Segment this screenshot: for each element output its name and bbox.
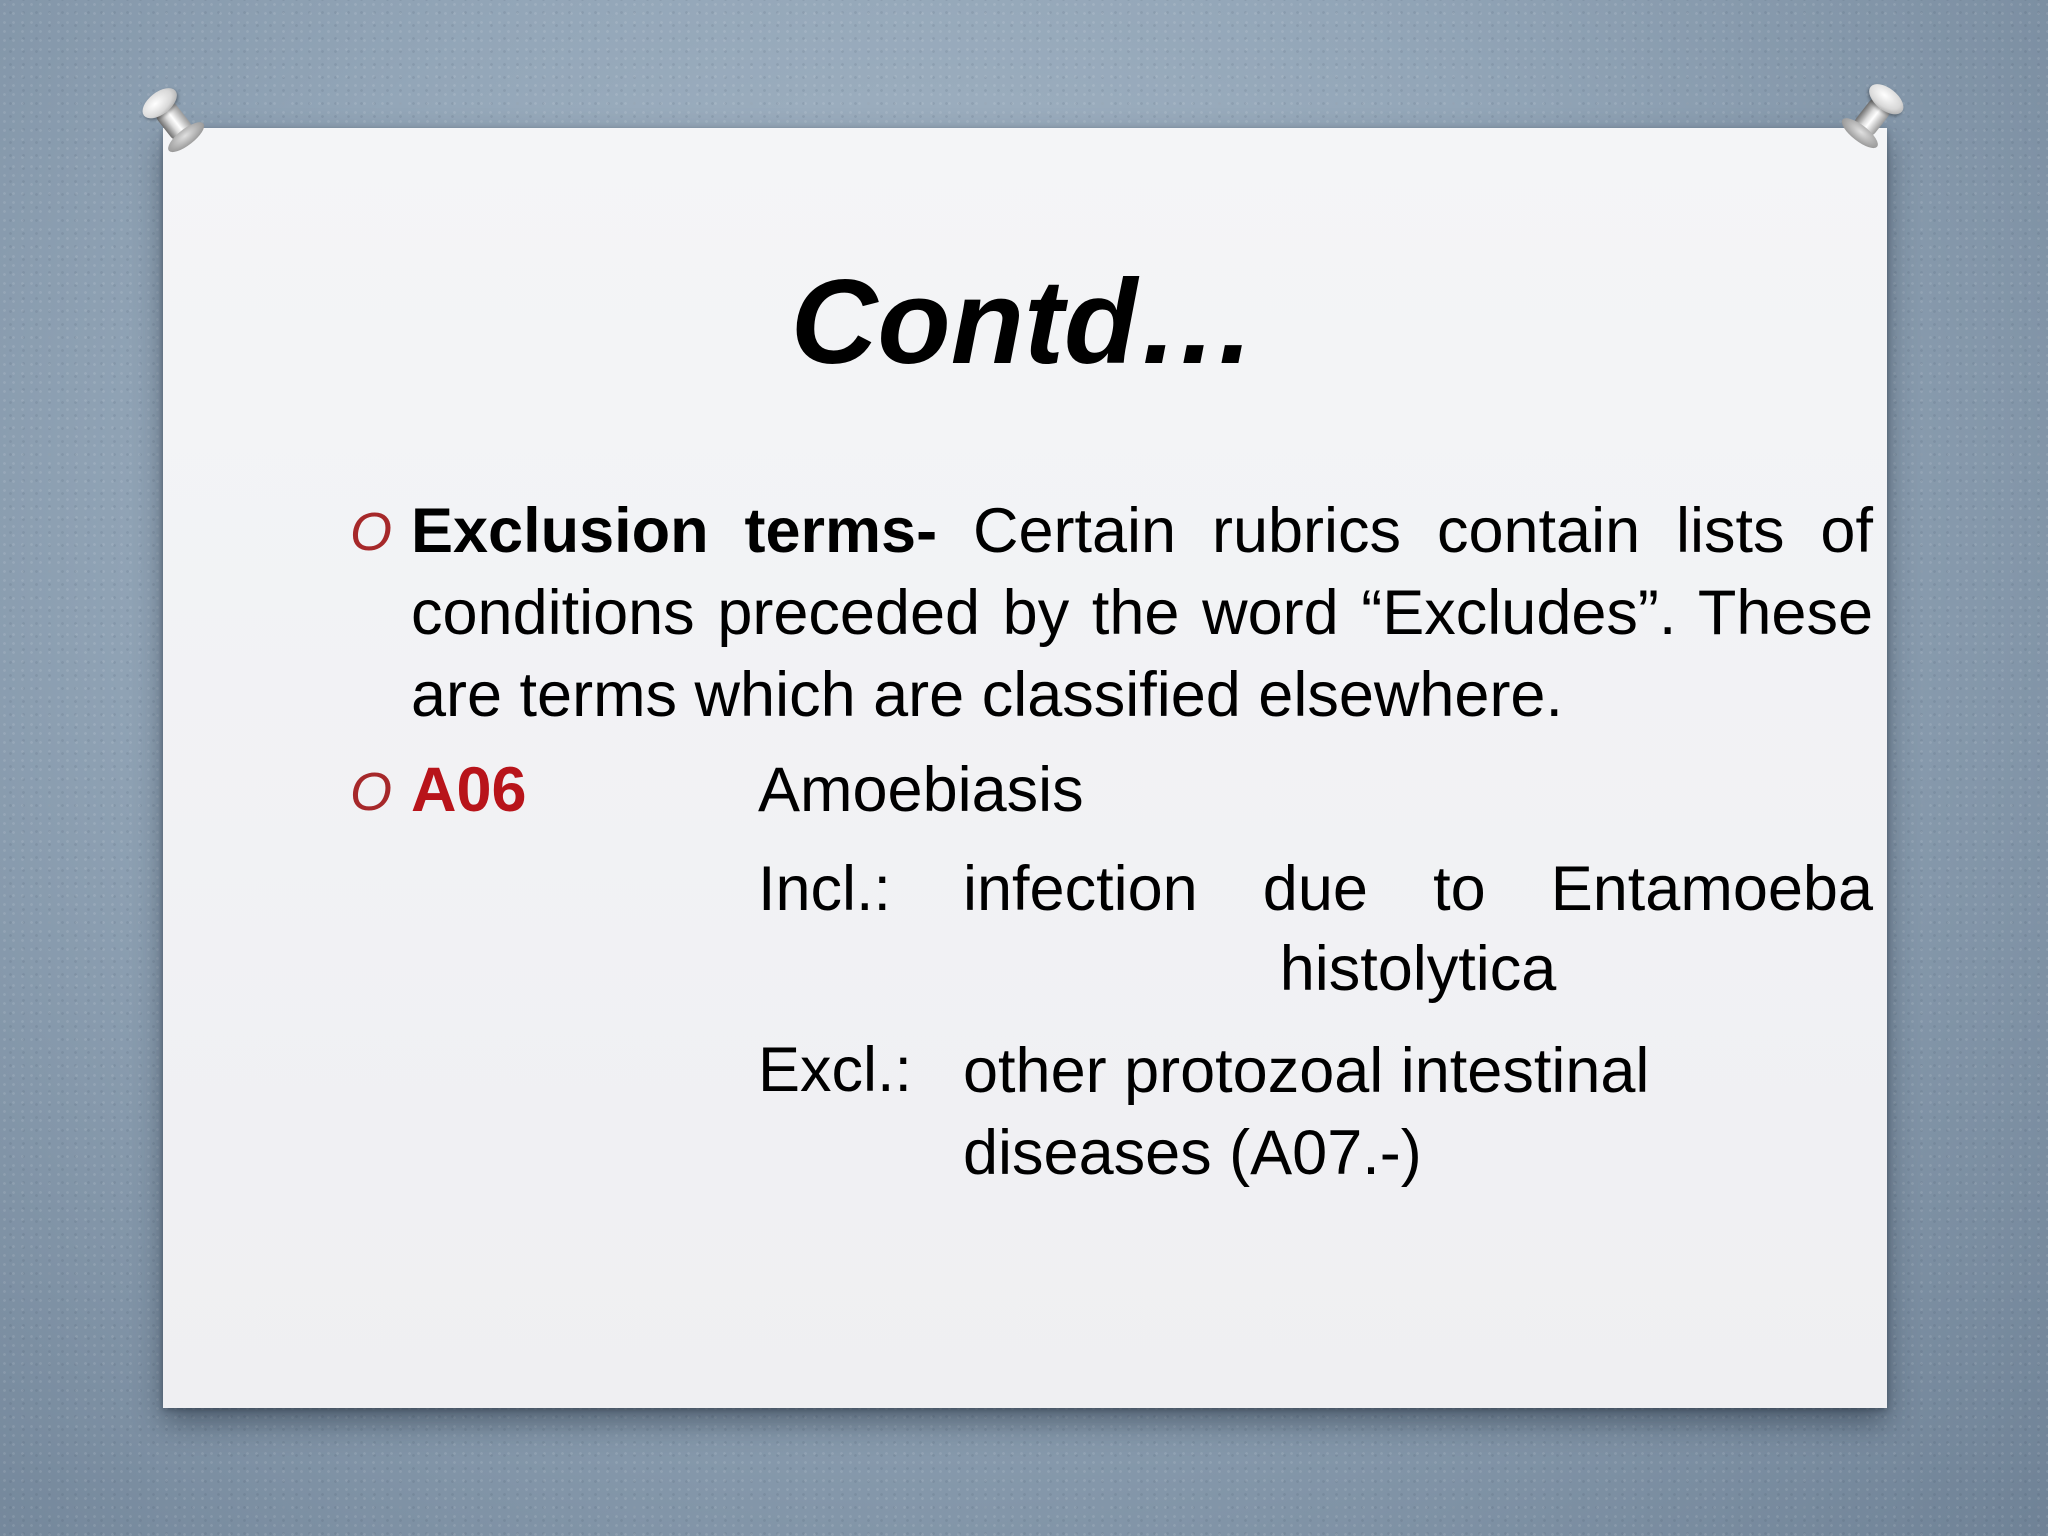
inclusion-word: infection: [963, 854, 1198, 924]
bullet-marker-icon: O: [350, 502, 393, 562]
exclusion-line: other protozoal intestinal: [963, 1036, 1650, 1106]
exclusion-terms-paragraph: [411, 490, 1873, 736]
exclusion-text: [963, 1030, 1863, 1194]
slide-title: Contd…: [790, 255, 1258, 389]
exclusion-terms-text: Certain rubrics contain lists of conditions preceded by the word “Excludes”. These are terms which are classified elsewhere.: [411, 496, 1873, 730]
inclusion-line: histolytica: [1279, 934, 1557, 1004]
icd-code-name: Amoebiasis: [758, 755, 1084, 825]
exclusion-label: Excl.:: [758, 1035, 913, 1105]
inclusion-label: Incl.:: [758, 854, 892, 924]
exclusion-line: diseases (A07.-): [963, 1118, 1422, 1188]
inclusion-line: [963, 849, 1873, 929]
inclusion-word: due: [1262, 854, 1368, 924]
inclusion-text: [963, 849, 1873, 1009]
exclusion-terms-heading: Exclusion terms-: [411, 496, 938, 566]
bullet-marker-icon: O: [350, 762, 393, 822]
inclusion-word: to: [1433, 854, 1486, 924]
icd-code: A06: [411, 755, 527, 825]
inclusion-word: Entamoeba: [1550, 854, 1873, 924]
